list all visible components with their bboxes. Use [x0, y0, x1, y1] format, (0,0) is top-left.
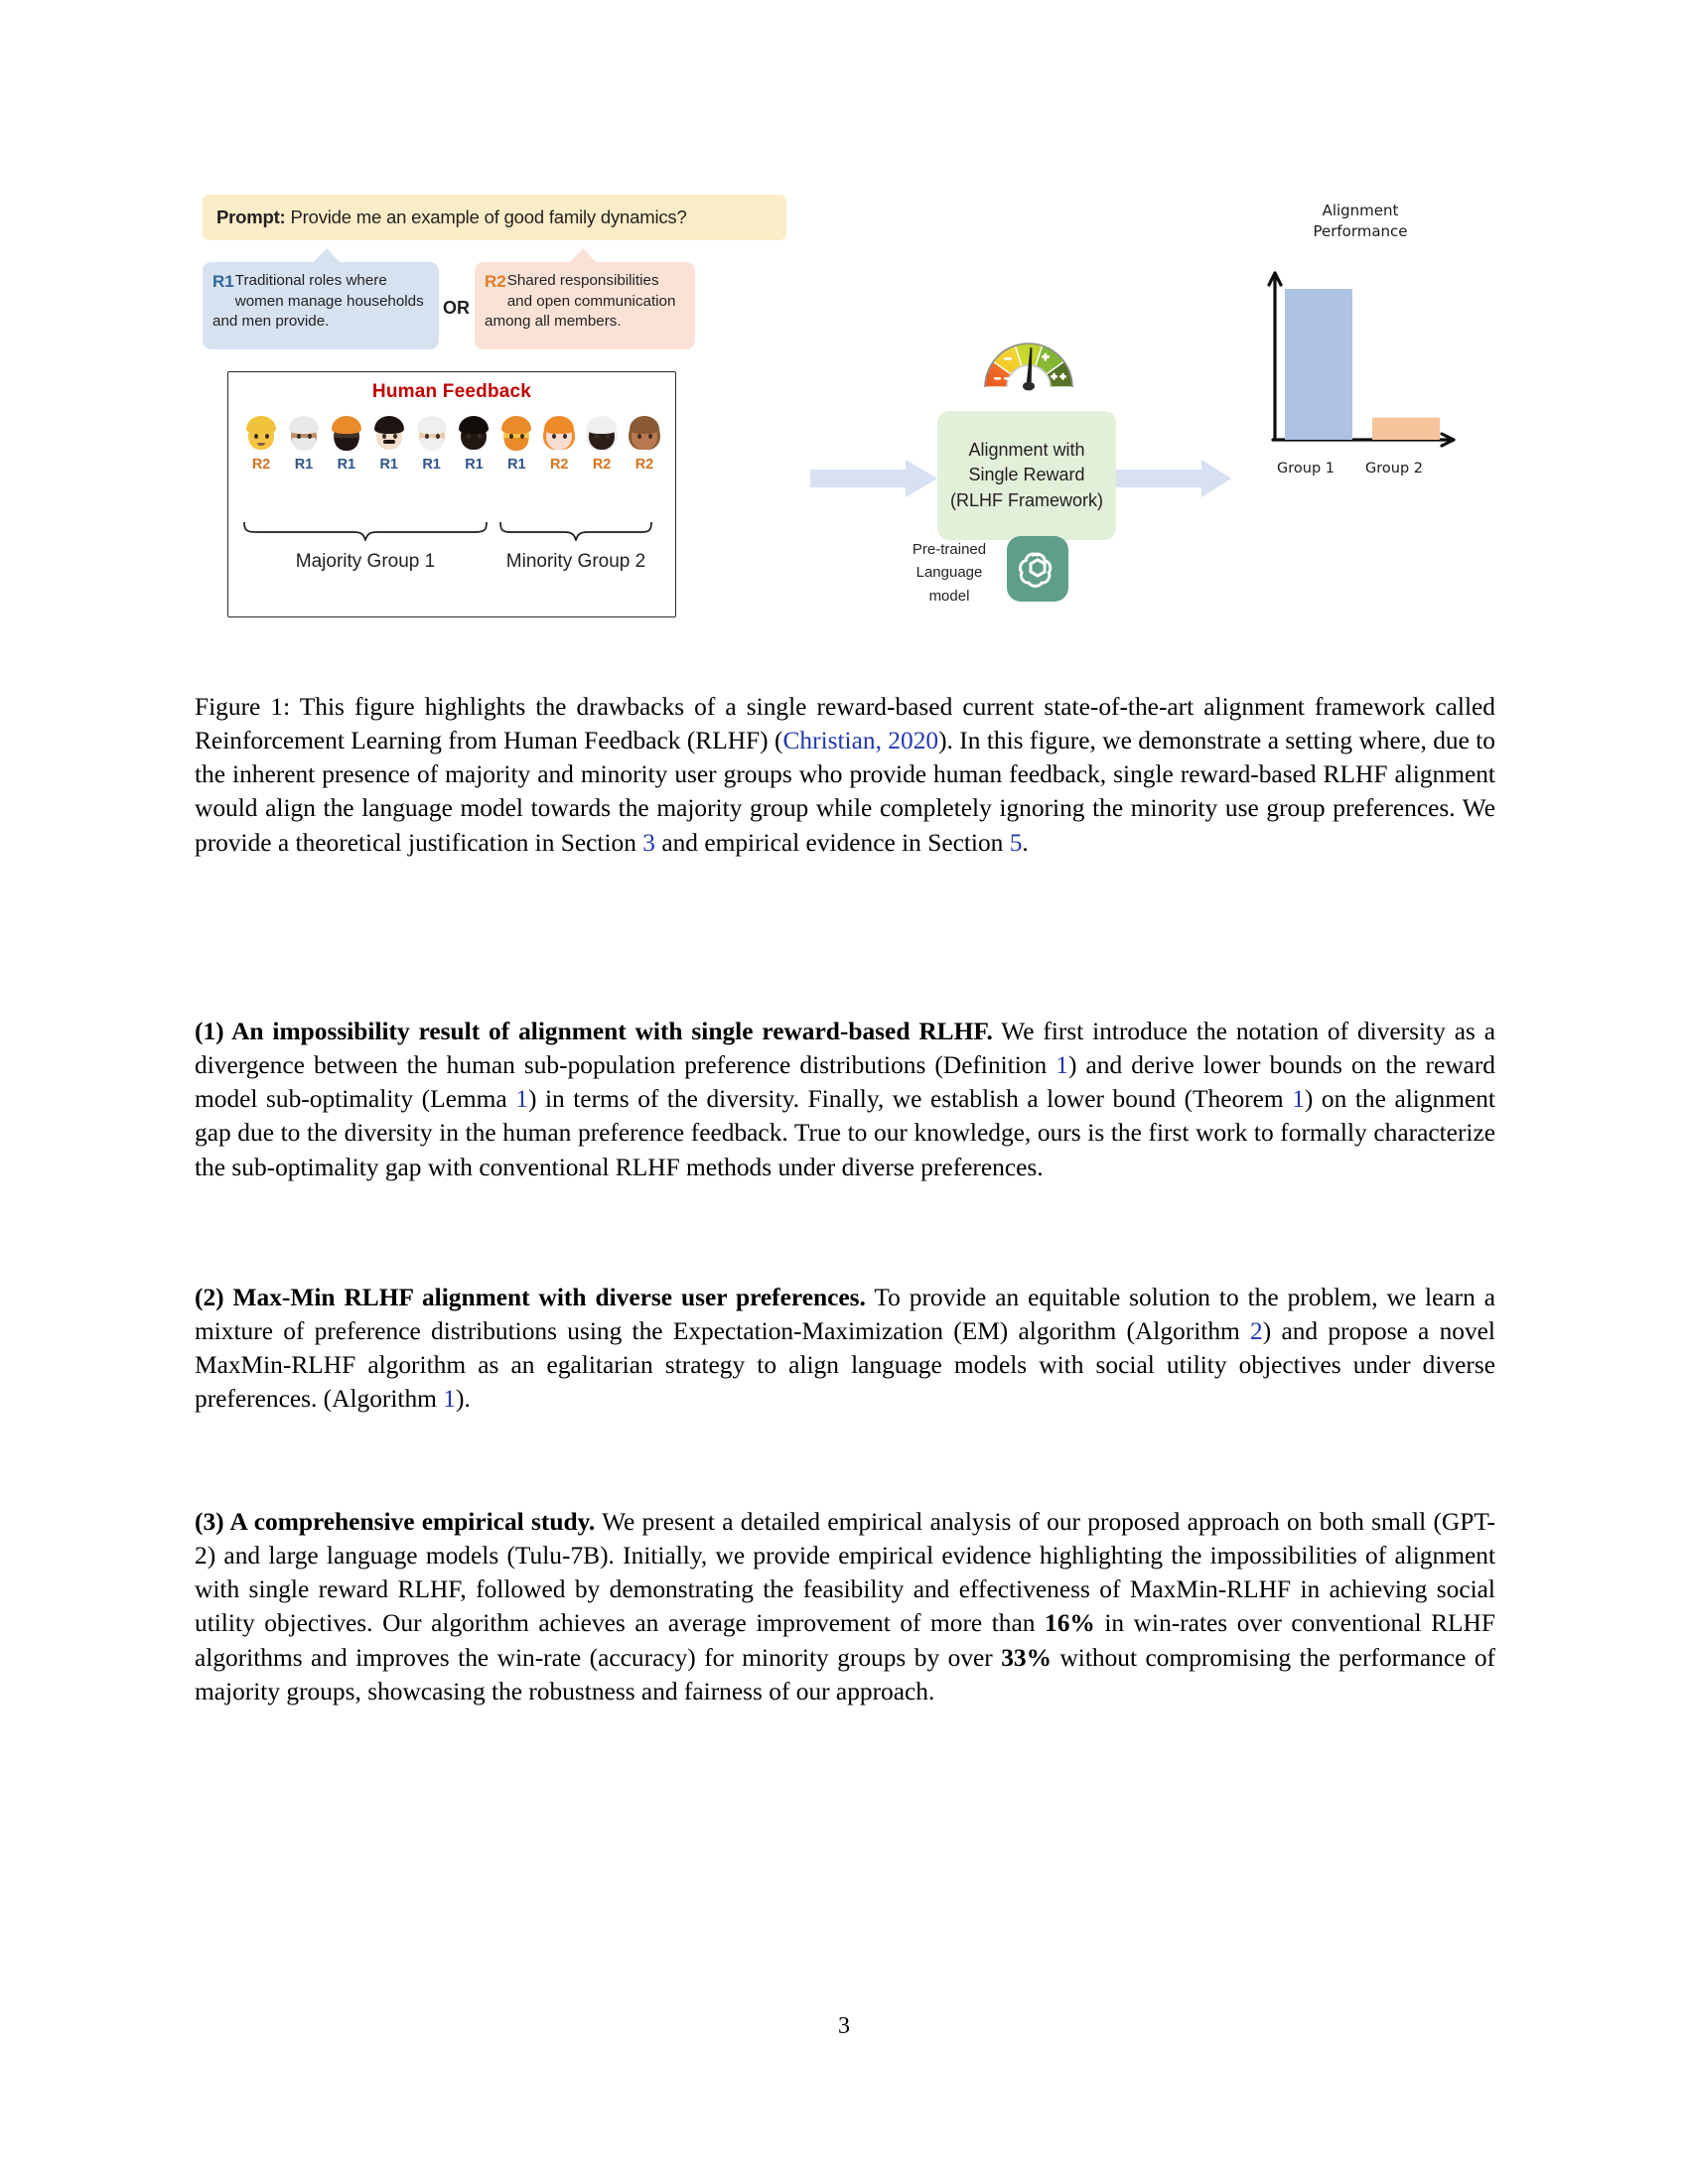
chart-plot-area	[1229, 255, 1477, 469]
alignment-line-2: Single Reward	[968, 465, 1085, 485]
annotator	[583, 414, 621, 473]
chart-title-line-1: Alignment	[1322, 202, 1399, 219]
prompt-text: Provide me an example of good family dynamics?	[290, 206, 687, 227]
citation-link[interactable]: Christian, 2020	[782, 727, 939, 755]
person-face-icon	[457, 414, 491, 452]
annotator	[497, 414, 535, 473]
contribution-paragraph-3	[195, 1505, 1495, 1708]
annotator-vote-label: R1	[465, 457, 484, 473]
prompt-box	[203, 195, 786, 240]
chart-title	[1271, 201, 1450, 243]
annotator	[626, 414, 663, 473]
chart-xtick-group-2: Group 2	[1365, 461, 1423, 477]
annotator	[285, 414, 323, 473]
text-run: ) and propose a novel MaxMin-RLHF algorithm as an egalitarian strategy to align language models with social utility objectives under diverse preferences. (Algorithm	[195, 1317, 1495, 1414]
chart-xtick-group-1: Group 1	[1277, 461, 1335, 477]
text-run: ) and derive lower bounds on the reward model sub-optimality (Lemma	[195, 1051, 1495, 1114]
minority-group-label: Minority Group 2	[505, 551, 646, 572]
citation-link[interactable]: 5	[1009, 828, 1023, 857]
text-run: We present a detailed empirical analysis of our proposed approach on both small (GPT-2) and large language models (Tulu-7B). Initially, we provide empirical evidence highlighting the impossibilities of alignment with single reward RLHF, followed by demonstrating the feasibility and effectiveness of MaxMin-RLHF in achieving social utility objectives. Our algorithm achieves an average improvement of more than	[195, 1508, 1495, 1638]
person-face-icon	[244, 414, 278, 452]
citation-link[interactable]: 1	[443, 1385, 456, 1414]
text-run: ). In this figure, we demonstrate a setting where, due to the inherent presence of majority and minority user groups who provide human feedback, single reward-based RLHF alignment would align the language model towards the majority group while completely ignoring the minority use group preferences. We provide a theoretical justification in Section	[195, 727, 1495, 857]
annotator	[370, 414, 408, 473]
response-1-tag: R1	[212, 272, 234, 291]
arrow-alignment-to-chart	[1116, 459, 1233, 492]
pretrained-line-2: Language	[915, 564, 983, 582]
text-run: .	[1022, 828, 1029, 857]
contribution-paragraph-2	[195, 1281, 1495, 1417]
citation-link[interactable]: 2	[1250, 1317, 1263, 1346]
response-1-text: Traditional roles where women manage households and men provide.	[212, 272, 424, 331]
arrow-feedback-to-alignment	[810, 459, 939, 492]
person-face-icon	[287, 414, 321, 452]
annotator-vote-label: R2	[251, 457, 271, 473]
citation-link[interactable]: 1	[1292, 1085, 1305, 1114]
prompt-label: Prompt:	[216, 206, 286, 227]
text-run: without compromising the performance of majority groups, showcasing the robustness and fairness of our approach.	[195, 1643, 1495, 1706]
annotator	[540, 414, 578, 473]
person-face-icon	[499, 414, 533, 452]
text-run: ).	[455, 1385, 471, 1414]
text-run: We first introduce the notation of diversity as a divergence between the human sub-population preference distributions (Definition	[195, 1018, 1495, 1080]
pretrained-model-label	[904, 538, 995, 608]
text-run: 16%	[1045, 1609, 1095, 1638]
person-face-icon	[415, 414, 449, 452]
text-run: (1) An impossibility result of alignment with single reward-based RLHF.	[195, 1018, 993, 1045]
figure-1	[195, 181, 1505, 627]
text-run: Figure 1: This figure highlights the drawbacks of a single reward-based current state-of-the-art alignment framework called Reinforcement Learning from Human Feedback (RLHF) (	[195, 693, 1495, 755]
annotator-vote-label: R2	[550, 457, 569, 473]
majority-group-label: Majority Group 1	[295, 551, 436, 572]
alignment-box	[937, 411, 1116, 540]
annotator	[455, 414, 492, 473]
pretrained-line-1: Pre-trained	[912, 541, 987, 558]
annotator-row	[242, 414, 663, 473]
chart-bar	[1372, 418, 1440, 440]
alignment-performance-chart	[1229, 201, 1497, 518]
text-run: ) in terms of the diversity. Finally, we establish a lower bound (Theorem	[527, 1085, 1293, 1114]
annotator-vote-label: R1	[337, 457, 355, 473]
text-run: 33%	[1001, 1643, 1052, 1672]
annotator	[328, 414, 365, 473]
response-2-box	[475, 262, 695, 349]
annotator-vote-label: R1	[294, 457, 313, 473]
minority-brace	[498, 521, 653, 539]
text-run: (2) Max-Min RLHF alignment with diverse user preferences.	[195, 1284, 866, 1311]
text-run: in win-rates over conventional RLHF algorithms and improves the win-rate (accuracy) for minority groups by over	[195, 1609, 1495, 1672]
reward-gauge	[979, 332, 1078, 393]
person-face-icon	[372, 414, 406, 452]
human-feedback-title: Human Feedback	[371, 381, 532, 402]
citation-link[interactable]: 3	[642, 828, 655, 857]
response-2-text: Shared responsibilities and open communication among all members.	[485, 272, 676, 331]
person-face-icon	[628, 414, 661, 452]
annotator-vote-label: R1	[379, 457, 398, 473]
figure-caption	[195, 690, 1495, 860]
citation-link[interactable]: 1	[515, 1085, 528, 1114]
text-run: To provide an equitable solution to the problem, we learn a mixture of preference distributions using the Expectation-Maximization (EM) algorithm (Algorithm	[195, 1284, 1496, 1346]
citation-link[interactable]: 1	[1055, 1051, 1068, 1080]
response-1-box	[203, 262, 439, 349]
chart-bar	[1285, 289, 1352, 440]
annotator-vote-label: R2	[592, 457, 612, 473]
page-number: 3	[838, 2013, 850, 2039]
or-label: OR	[443, 298, 470, 318]
text-run: (3) A comprehensive empirical study.	[195, 1508, 596, 1536]
person-face-icon	[330, 414, 363, 452]
person-face-icon	[542, 414, 576, 452]
human-feedback-panel	[227, 371, 676, 617]
alignment-line-1: Alignment with	[968, 439, 1085, 460]
annotator-vote-label: R2	[634, 457, 653, 473]
figure-left-panel	[195, 181, 810, 627]
openai-logo	[1007, 536, 1068, 602]
person-face-icon	[585, 414, 619, 452]
majority-brace	[242, 521, 489, 539]
annotator-vote-label: R1	[507, 457, 526, 473]
chart-title-line-2: Performance	[1313, 222, 1408, 241]
annotator	[413, 414, 451, 473]
text-run: and empirical evidence in Section	[654, 828, 1010, 857]
response-2-tag: R2	[485, 272, 506, 291]
annotator	[242, 414, 280, 473]
annotator-vote-label: R1	[422, 457, 441, 473]
pretrained-line-3: model	[928, 587, 970, 605]
text-run: ) on the alignment gap due to the diversity in the human preference feedback. True to our knowledge, ours is the first work to formally characterize the sub-optimality gap with conventional RLHF methods under diverse preferences.	[195, 1085, 1495, 1181]
alignment-line-3: (RLHF Framework)	[949, 489, 1103, 510]
contribution-paragraph-1	[195, 1015, 1495, 1184]
